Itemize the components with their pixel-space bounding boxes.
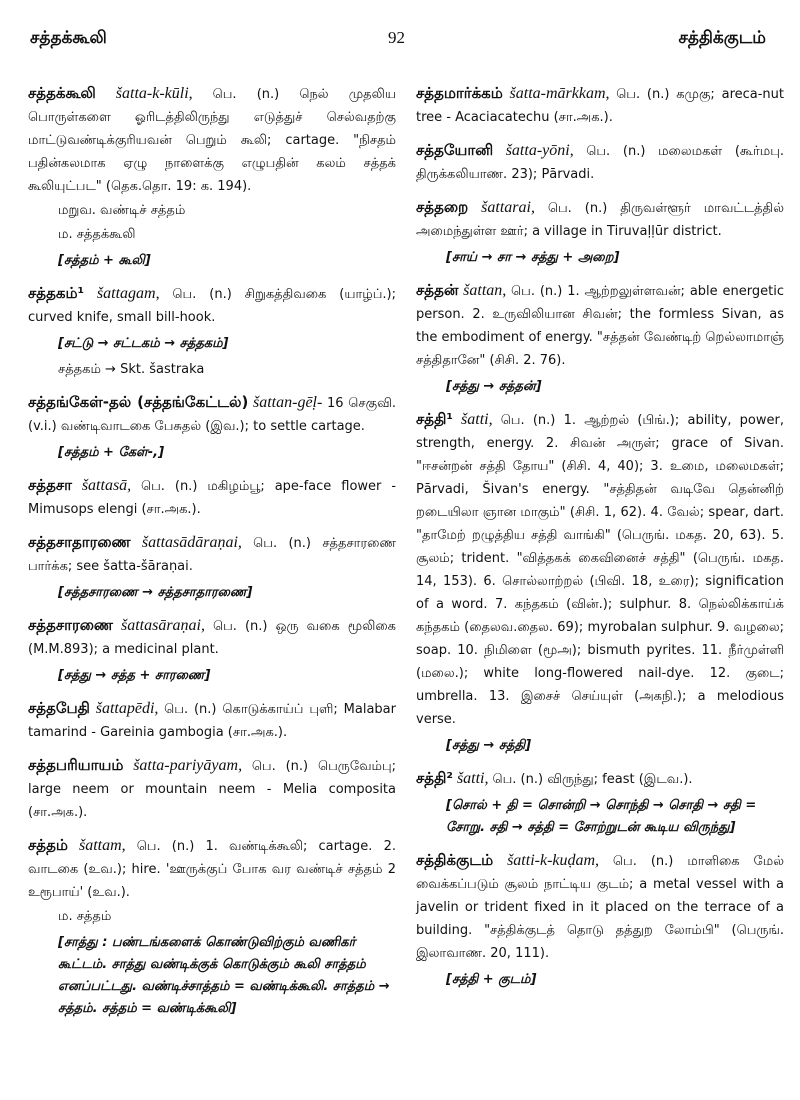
entry-body: பெ. (n.) மகிழம்பூ; ape-face flower - Mimusops elengi (சா.அக.).: [28, 479, 397, 517]
dictionary-entry: [416, 139, 784, 186]
dictionary-entry: [28, 754, 396, 824]
entry-transliteration: šattan,: [463, 282, 507, 299]
etymology: [சாத்து : பண்டங்களைக் கொண்டுவிற்கும் வணிகர் கூட்டம். சாத்து வண்டிக்குக் கொடுக்கும் கூலி சாத்தம் எனப்பட்டது. வண்டிச்சாத்தம் = வண்டிக்கூலி. சாத்தம் → சத்தம். சத்தம் = வண்டிக்கூலி]: [58, 935, 390, 1016]
entry-transliteration: šattasāraṇai,: [120, 617, 205, 634]
entry-body: பெ. (n.) கமுகு; areca-nut tree - Acaciacatechu (சா.அக.).: [416, 87, 785, 125]
dictionary-entry: [416, 408, 784, 757]
entry-headword: சத்தயோனி: [416, 141, 494, 159]
entry-transliteration: šatta-pariyāyam,: [133, 757, 243, 774]
entry-body: பெ. (n.) விருந்து; feast (இடவ.).: [492, 772, 693, 787]
entry-definition: [416, 767, 784, 791]
entry-body: பெ. (n.) 1. வண்டிக்கூலி; cartage. 2. வாடகை (உவ.); hire. 'ஊருக்குப் போக வர வண்டிச் சத்தம் 2 உரூபாய்' (உவ.).: [28, 839, 397, 900]
cognate-line: மறுவ. வண்டிச் சத்தம்: [58, 203, 186, 218]
entry-transliteration: šatta-k-kūli,: [115, 85, 193, 102]
entry-headword: சத்தசா: [28, 476, 72, 494]
entry-body: பெ. (n.) பெருவேம்பு; large neem or mountain neem - Melia composita (சா.அக.).: [28, 759, 397, 820]
etymology: [சத்து → சத்த + சாரணை]: [58, 668, 211, 683]
entry-transliteration: šattagam,: [96, 285, 160, 302]
dictionary-entry: [28, 82, 396, 272]
entry-transliteration: šattarai,: [481, 199, 535, 216]
etymology: [சட்டு → சட்டகம் → சத்தகம்]: [58, 336, 229, 351]
entry-headword: சத்தறை: [416, 198, 469, 216]
entry-body: பெ. (n.) மலைமகள் (கூர்மபு. திருக்கலியாண. 23); Pārvadi.: [416, 144, 785, 182]
etymology: [சொல் + தி = சொன்றி → சொந்தி → சொதி → சதி = சோறு. சதி → சத்தி = சோற்றுடன் கூடிய விருந்து]: [446, 798, 757, 835]
entry-transliteration: šatti,: [456, 770, 489, 787]
entry-definition: [28, 834, 396, 904]
entry-headword: சத்தி²: [416, 769, 453, 787]
entry-definition: [28, 82, 396, 198]
dictionary-entry: [28, 614, 396, 687]
dictionary-entry: [416, 849, 784, 991]
dictionary-entry: [28, 282, 396, 381]
dictionary-entry: [416, 82, 784, 129]
entry-body: பெ. (n.) சிறுகத்திவகை (யாழ்ப்.); curved knife, small bill-hook.: [28, 287, 397, 325]
entry-body: பெ. (n.) நெல் முதலிய பொருள்களை ஓரிடத்திலிருந்து எடுத்துச் செல்வதற்கு மாட்டுவண்டிக்குரியவன் பெறும் கூலி; cartage. "நிசதம் பதின்கலமாக ஏழு நாளைக்கு எழுபதின் கலம் சத்தக் கூலியுட்பட" (தெக.தொ. 19: க. 194).: [28, 87, 396, 194]
entry-definition: [28, 614, 396, 661]
dictionary-entry: [28, 391, 396, 464]
entry-body: பெ. (n.) திருவள்ளூர் மாவட்டத்தில் அமைந்துள்ள ஊர்; a village in Tiruvaḷḷūr district.: [416, 201, 785, 239]
entry-definition: [28, 754, 396, 824]
entry-headword: சத்தபேதி: [28, 699, 90, 717]
entry-transliteration: šatta-mārkkam,: [509, 85, 610, 102]
entry-headword: சத்தசாதாரணை: [28, 533, 131, 551]
entry-transliteration: šattan-gēḷ-: [253, 394, 323, 411]
entry-transliteration: šattasādāraṇai,: [141, 534, 242, 551]
running-head-right: சத்திக்குடம்: [678, 28, 766, 48]
entry-definition: [416, 849, 784, 965]
loan-note: சத்தகம் → Skt. šastraka: [58, 362, 205, 377]
dictionary-entry: [416, 767, 784, 839]
entry-body: பெ. (n.) ஒரு வகை மூலிகை (M.M.893); a medicinal plant.: [28, 619, 396, 657]
entry-transliteration: šattapēdi,: [95, 700, 159, 717]
left-column: [28, 82, 396, 1030]
page-number: 92: [388, 28, 405, 47]
entry-headword: சத்தசாரணை: [28, 616, 114, 634]
entry-transliteration: šatti-k-kuḍam,: [507, 852, 600, 869]
entry-definition: [28, 391, 396, 438]
dictionary-entry: [28, 834, 396, 1020]
page-header: [0, 28, 800, 58]
etymology: [சத்தி + குடம்]: [446, 972, 537, 987]
etymology: [சத்தம் + கூலி]: [58, 253, 151, 268]
running-head-left: சத்தக்கூலி: [30, 28, 107, 48]
entry-definition: [28, 474, 396, 521]
entry-body: 16 செகுவி. (v.i.) வண்டிவாடகை பேசுதல் (இவ.); to settle cartage.: [28, 396, 396, 434]
entry-headword: சத்தகம்¹: [28, 284, 85, 302]
entry-headword: சத்தி¹: [416, 410, 453, 428]
entry-transliteration: šatti,: [461, 411, 493, 428]
cognate-line: ம. சத்தக்கூலி: [58, 227, 136, 242]
dictionary-entry: [416, 279, 784, 398]
entry-headword: சத்தபரியாயம்: [28, 756, 124, 774]
right-column: [416, 82, 784, 1001]
entry-headword: சத்தக்கூலி: [28, 84, 96, 102]
dictionary-entry: [28, 474, 396, 521]
entry-definition: [416, 408, 784, 731]
entry-headword: சத்தன்: [416, 281, 459, 299]
entry-headword: சத்தங்கேள்-தல் (சத்தங்கேட்டல்): [28, 393, 249, 411]
dictionary-entry: [416, 196, 784, 269]
dictionary-entry: [28, 697, 396, 744]
entry-body: பெ. (n.) மாளிகை மேல் வைக்கப்படும் சூலம் நாட்டிய குடம்; a metal vessel with a javelin or trident fixed in it placed on the terrace of a building. "சத்திக்குடத் தொடு தத்துற லோம்பி" (பெருங். இலாவாண. 20, 111).: [416, 854, 785, 961]
entry-transliteration: šattam,: [78, 837, 126, 854]
etymology: [சத்தம் + கேள்-,]: [58, 445, 165, 460]
entry-definition: [28, 282, 396, 329]
entry-definition: [416, 139, 784, 186]
dictionary-entry: [28, 531, 396, 604]
entry-body: பெ. (n.) சத்தசாரணை பார்க்க; see šatta-šāraṇai.: [28, 536, 397, 574]
entry-definition: [416, 279, 784, 372]
cognate-line: ம. சத்தம்: [58, 909, 112, 924]
entry-headword: சத்திக்குடம்: [416, 851, 494, 869]
entry-body: பெ. (n.) 1. ஆற்றலுள்ளவன்; able energetic person. 2. உருவிலியான சிவன்; the formless Sivan, as the embodiment of energy. "சத்தன் வேண்டிற் றெல்லாமாஞ் சத்திதானே" (சிசி. 2. 76).: [416, 284, 784, 368]
entry-transliteration: šattasā,: [81, 477, 132, 494]
etymology: [சத்தசாரணை → சத்தசாதாரணை]: [58, 585, 253, 600]
etymology: [சத்து → சத்தன்]: [446, 379, 542, 394]
entry-body: பெ. (n.) கொடுக்காய்ப் புளி; Malabar tamarind - Gareinia gambogia (சா.அக.).: [28, 702, 396, 740]
etymology: [சாய் → சா → சத்து + அறை]: [446, 250, 620, 265]
entry-body: பெ. (n.) 1. ஆற்றல் (பிங்.); ability, power, strength, energy. 2. சிவன் அருள்; grace of Sivan. "ஈசன்றன் சத்தி தோய" (சிசி. 4, 40); 3. உமை, மலைமகள்; Pārvadi, Šivan's energy. "சத்திதன் வடிவே தென்னிற் றடையிலா ஞான மாகும்" (சிசி. 1, 62). 4. வேல்; spear, dart. "தாமேற் றழுத்திய சத்தி வாங்கி" (பெருங். மகத. 20, 63). 5. சூலம்; trident. "வித்தகக் கைவினைச் சத்தி" (பெருங். மகத. 14, 153). 6. சொல்லாற்றல் (பிவி. 18, உரை); signification of a word. 7. கந்தகம் (வின்.); sulphur. 8. நெல்லிக்காய்க் கந்தகம் (தைலவ.தைல. 69); myrobalan sulphur. 9. வழலை; soap. 10. நிமிளை (மூஅ); bismuth pyrites. 11. நீர்முள்ளி (மலை.); white long-flowered nail-dye. 12. குடை; umbrella. 13. இசைச் செய்யுள் (அகநி.); a melodious verse.: [416, 413, 784, 727]
entry-headword: சத்தமார்க்கம்: [416, 84, 503, 102]
entry-transliteration: šatta-yōni,: [505, 142, 574, 159]
entry-headword: சத்தம்: [28, 836, 68, 854]
entry-definition: [28, 697, 396, 744]
entry-definition: [416, 196, 784, 243]
entry-definition: [416, 82, 784, 129]
entry-definition: [28, 531, 396, 578]
etymology: [சத்து → சத்தி]: [446, 738, 532, 753]
